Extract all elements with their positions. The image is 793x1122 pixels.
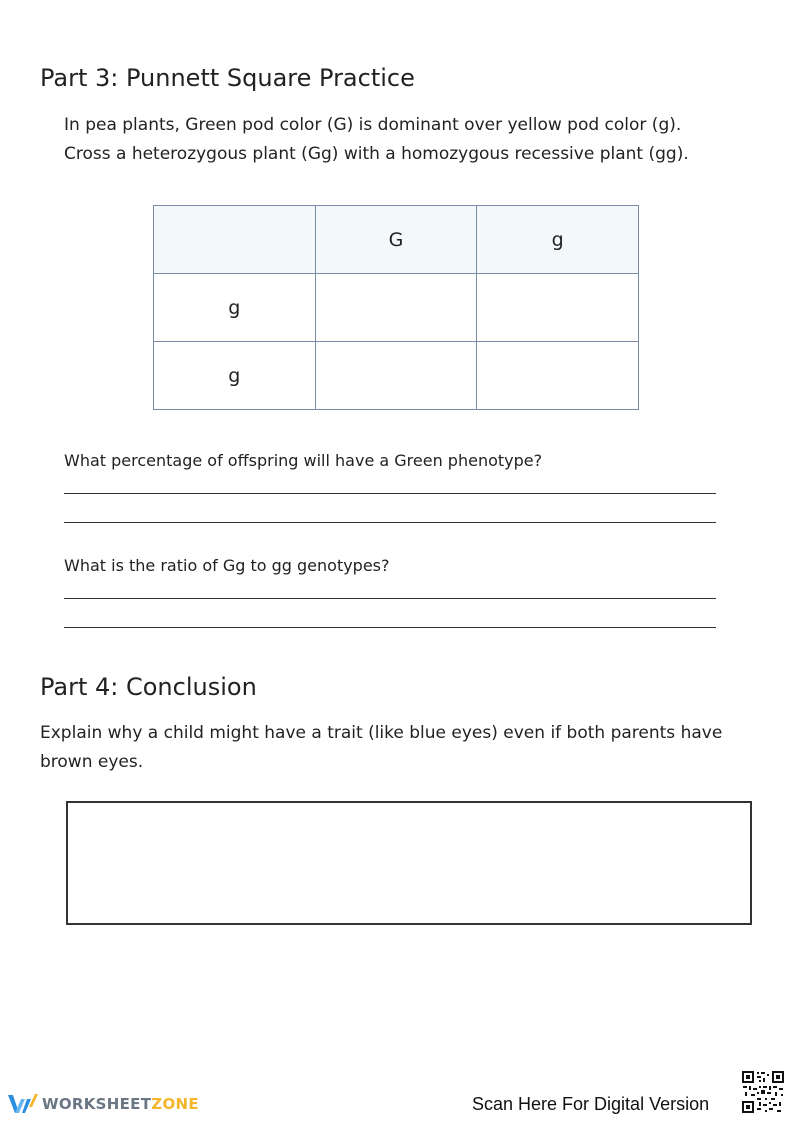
question-1: What percentage of offspring will have a Green phenotype? [64,451,543,470]
punnett-square [153,205,639,410]
qr-code-icon[interactable] [741,1070,785,1114]
answer-line[interactable] [64,493,716,494]
part4-prompt [40,719,770,777]
part3-intro [64,111,764,169]
punnett-row [154,274,639,342]
punnett-col-header: g [477,206,639,274]
conclusion-answer-box[interactable] [66,801,752,925]
answer-line[interactable] [64,627,716,628]
logo-w-icon [8,1093,38,1115]
part3-heading: Part 3: Punnett Square Practice [40,64,415,92]
punnett-col-header: G [315,206,477,274]
scan-text: Scan Here For Digital Version [472,1094,710,1114]
punnett-row-header: g [154,342,316,410]
punnett-cell[interactable] [477,274,639,342]
part4-prompt-line1: Explain why a child might have a trait (like blue eyes) even if both parents have [40,723,723,743]
logo-word-worksheet: WORKSHEET [42,1095,152,1113]
logo-word-zone: ZONE [151,1095,199,1113]
punnett-cell[interactable] [477,342,639,410]
punnett-cell[interactable] [315,274,477,342]
worksheetzone-logo [8,1093,199,1115]
punnett-cell[interactable] [315,342,477,410]
punnett-row [154,342,639,410]
punnett-corner-cell [154,206,316,274]
question-2: What is the ratio of Gg to gg genotypes? [64,556,390,575]
part4-prompt-line2: brown eyes. [40,752,144,772]
part4-heading: Part 4: Conclusion [40,673,257,701]
answer-line[interactable] [64,522,716,523]
punnett-header-row [154,206,639,274]
part3-intro-line2: Cross a heterozygous plant (Gg) with a homozygous recessive plant (gg). [64,144,689,164]
part3-intro-line1: In pea plants, Green pod color (G) is dominant over yellow pod color (g). [64,115,682,135]
punnett-row-header: g [154,274,316,342]
answer-line[interactable] [64,598,716,599]
